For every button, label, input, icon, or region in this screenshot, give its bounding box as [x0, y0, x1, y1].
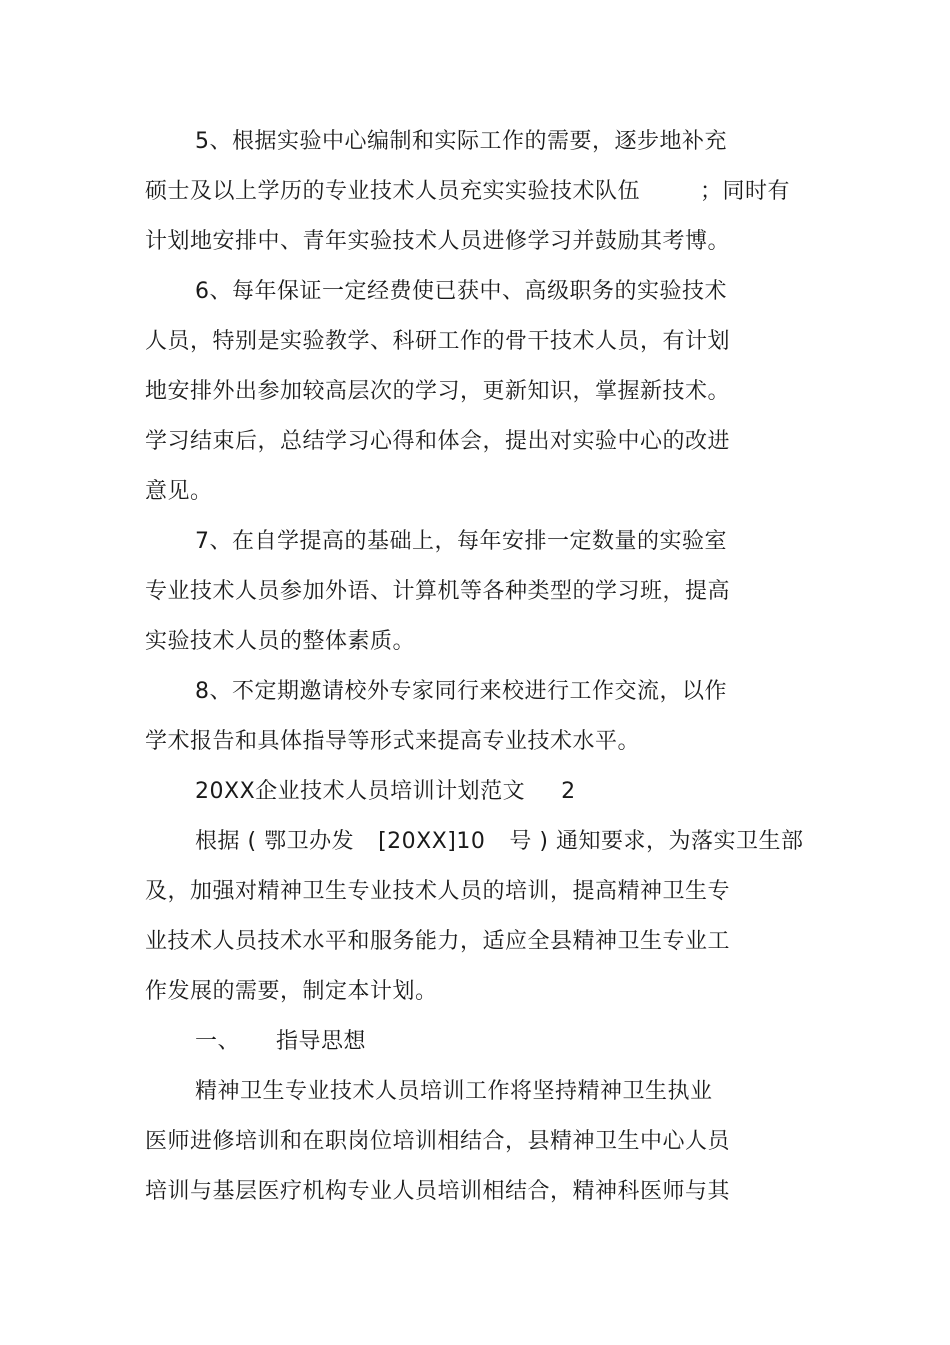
text-line: 计划地安排中、青年实验技术人员进修学习并鼓励其考博。 [145, 229, 731, 254]
paragraph-line [145, 377, 730, 407]
text-line: [20XX]10 [378, 829, 486, 854]
text-line: 7、在自学提高的基础上，每年安排一定数量的实验室 [195, 529, 727, 554]
text-line: 人员，特别是实验教学、科研工作的骨干技术人员，有计划 [145, 329, 731, 354]
text-line: 硕士及以上学历的专业技术人员充实实验技术队伍 [145, 179, 641, 204]
section-heading [195, 1027, 366, 1057]
text-line: 号 ) 通知要求，为落实卫生部 [509, 829, 804, 854]
paragraph-line [145, 727, 640, 757]
text-line: 及，加强对精神卫生专业技术人员的培训，提高精神卫生专 [145, 879, 731, 904]
paragraph-line [145, 1127, 730, 1157]
paragraph-line [145, 927, 730, 957]
paragraph-line [145, 477, 213, 507]
paragraph-line [145, 627, 415, 657]
text-line: 5、根据实验中心编制和实际工作的需要，逐步地补充 [195, 129, 727, 154]
paragraph-line [145, 977, 438, 1007]
paragraph-line [195, 127, 727, 157]
text-line: 意见。 [145, 479, 213, 504]
text-line: 精神卫生专业技术人员培训工作将坚持精神卫生执业 [195, 1079, 713, 1104]
paragraph-line [145, 177, 790, 207]
text-line: ；同时有 [700, 179, 791, 204]
text-line: 学术报告和具体指导等形式来提高专业技术水平。 [145, 729, 641, 754]
text-line: 6、每年保证一定经费使已获中、高级职务的实验技术 [195, 279, 727, 304]
text-line: 培训与基层医疗机构专业人员培训相结合，精神科医师与其 [145, 1179, 731, 1204]
section-title [195, 777, 576, 807]
paragraph-line [145, 427, 730, 457]
text-line: 地安排外出参加较高层次的学习，更新知识，掌握新技术。 [145, 379, 731, 404]
text-line: 20XX企业技术人员培训计划范文 [195, 779, 526, 804]
paragraph-line [195, 677, 727, 707]
paragraph-line [145, 877, 730, 907]
paragraph-line [145, 1177, 730, 1207]
paragraph-line [145, 577, 730, 607]
text-line: 实验技术人员的整体素质。 [145, 629, 416, 654]
text-line: 2 [561, 779, 576, 804]
text-line: 8、不定期邀请校外专家同行来校进行工作交流，以作 [195, 679, 727, 704]
paragraph-line [195, 827, 803, 857]
text-line: 作发展的需要，制定本计划。 [145, 979, 438, 1004]
text-line: 指导思想 [276, 1029, 367, 1054]
text-line: 医师进修培训和在职岗位培训相结合，县精神卫生中心人员 [145, 1129, 731, 1154]
paragraph-line [195, 277, 727, 307]
text-line: 业技术人员技术水平和服务能力，适应全县精神卫生专业工 [145, 929, 731, 954]
text-line: 一、 [195, 1029, 241, 1054]
paragraph-line [145, 227, 730, 257]
paragraph-line [145, 327, 730, 357]
paragraph-line [195, 1077, 713, 1107]
text-line: 专业技术人员参加外语、计算机等各种类型的学习班，提高 [145, 579, 731, 604]
text-line: 学习结束后，总结学习心得和体会，提出对实验中心的改进 [145, 429, 731, 454]
paragraph-line [195, 527, 727, 557]
text-line: 根据 ( 鄂卫办发 [195, 829, 355, 854]
